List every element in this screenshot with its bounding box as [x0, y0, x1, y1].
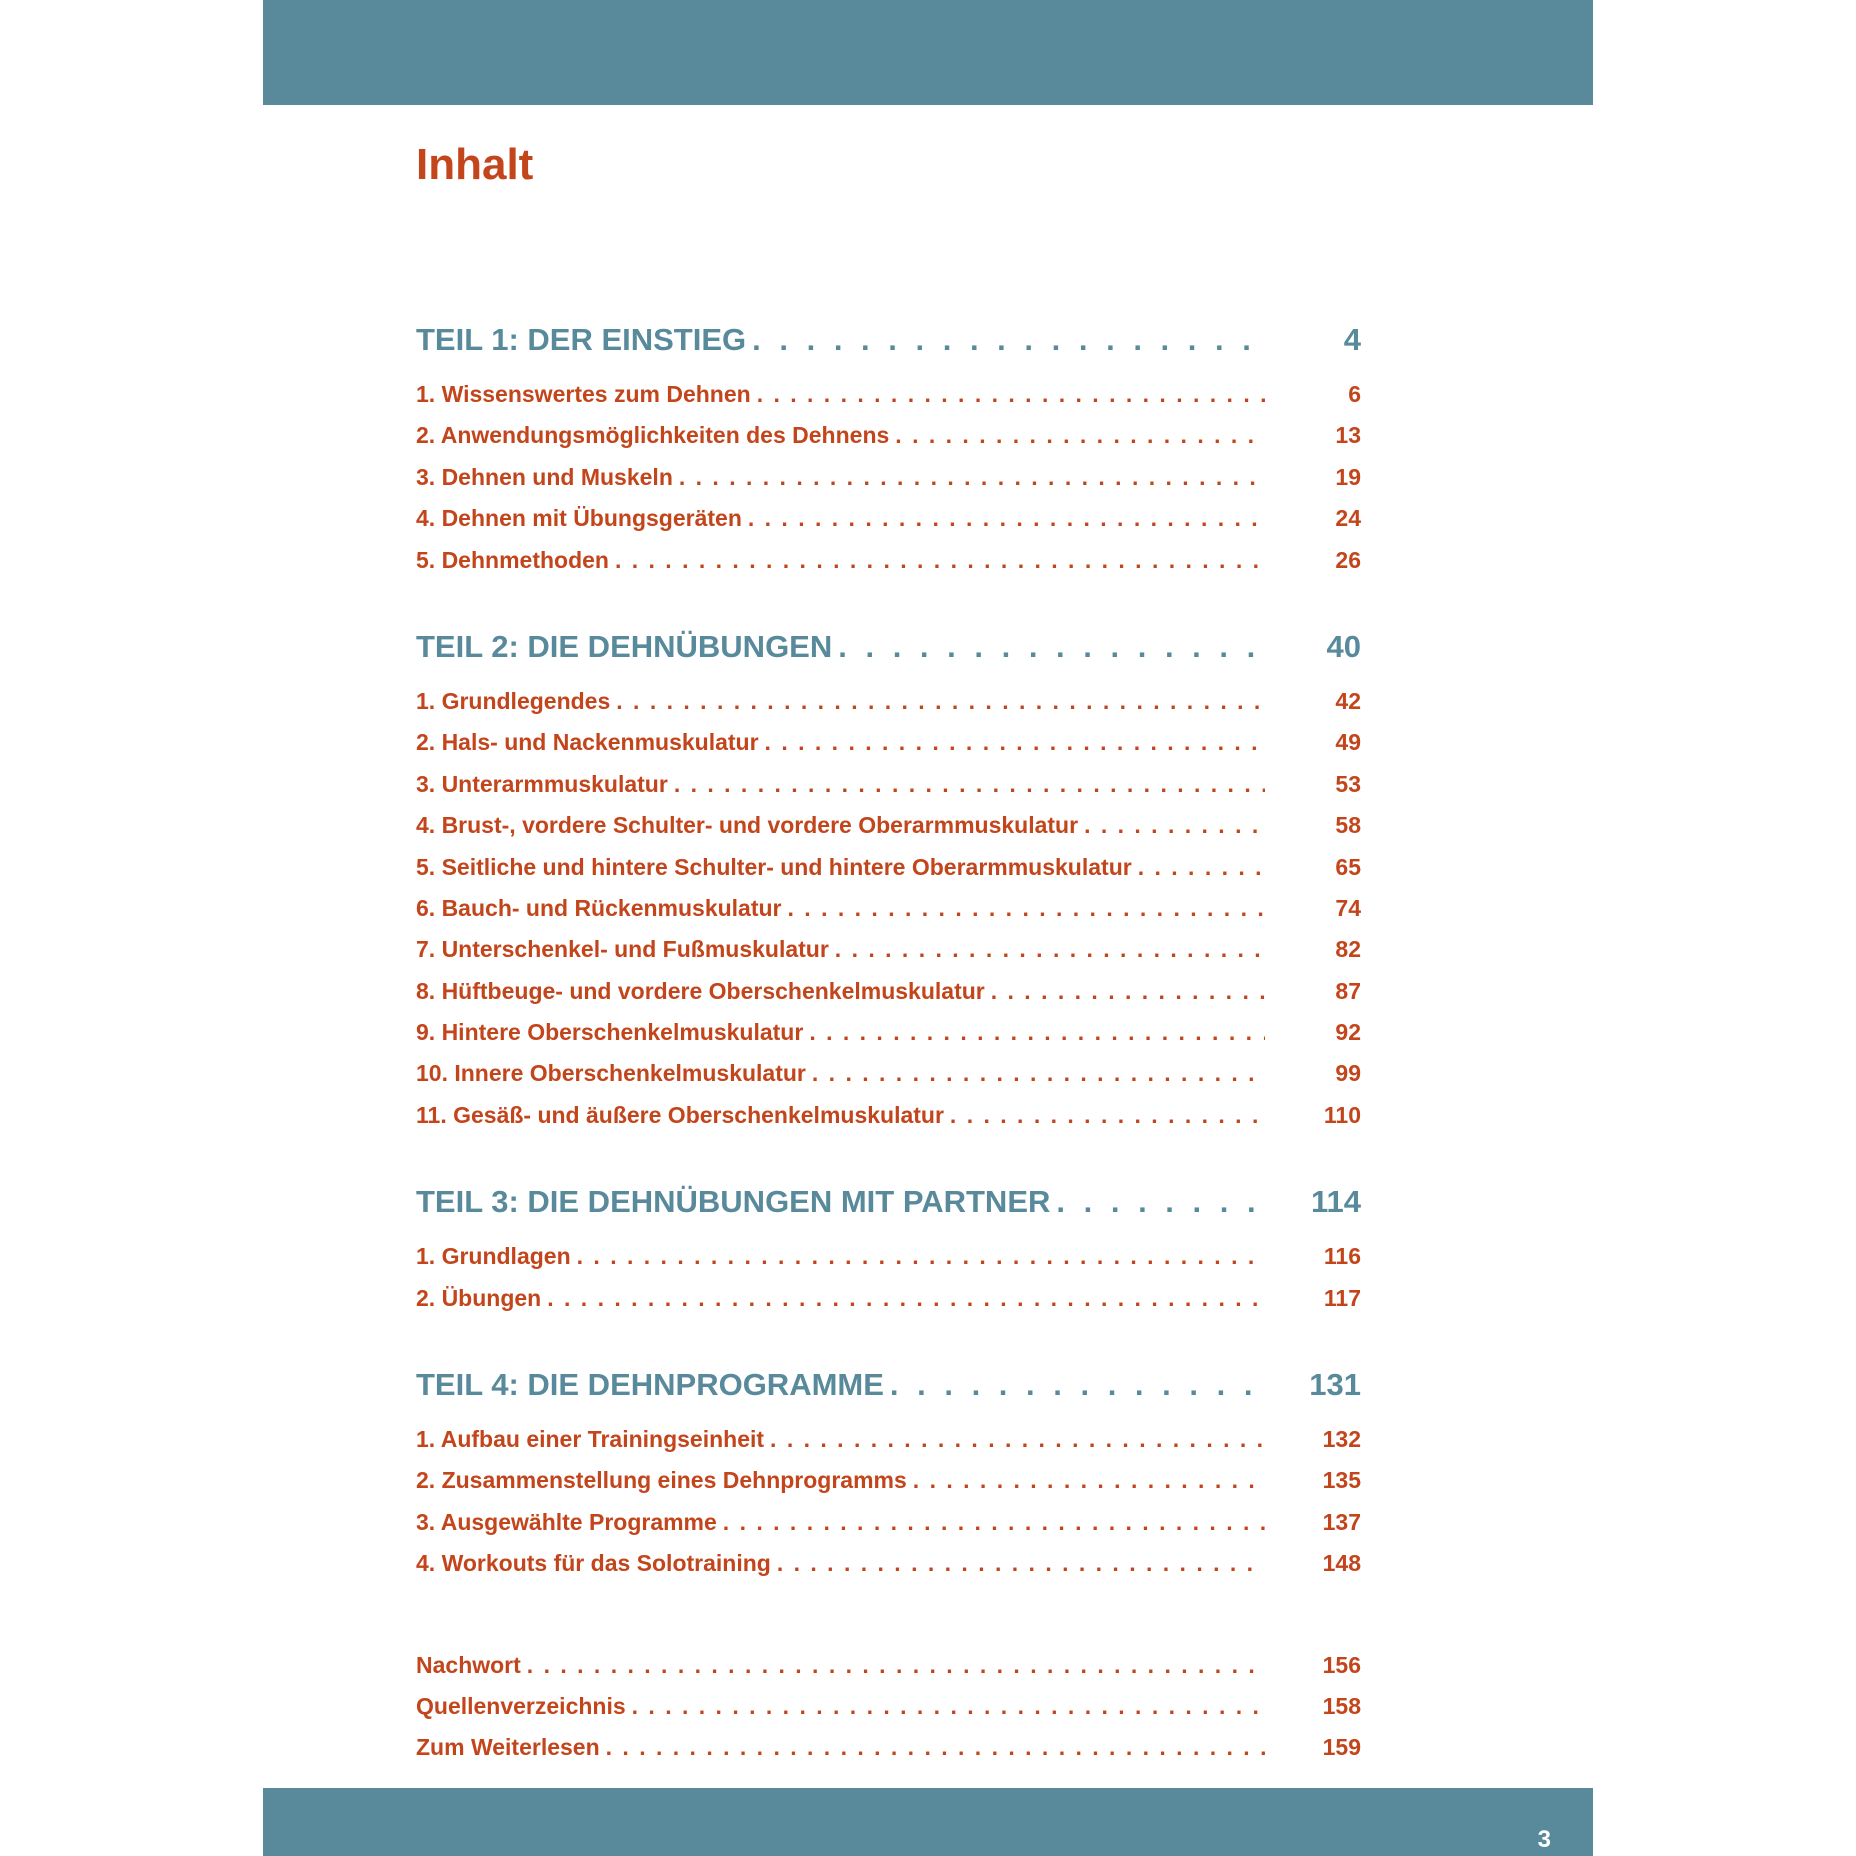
entry-label: 3. Unterarmmuskulatur — [416, 770, 668, 797]
entry-label: 11. Gesäß- und äußere Oberschenkelmuskulatur — [416, 1101, 944, 1128]
entry-page-number: 82 — [1335, 936, 1361, 963]
entry-label: 1. Wissenswertes zum Dehnen — [416, 381, 751, 407]
toc-appendix — [416, 1645, 1361, 1769]
dot-leader — [674, 764, 1265, 805]
part-label: TEIL 1: DER EINSTIEG — [416, 322, 747, 357]
entry-page-number: 158 — [1322, 1692, 1361, 1719]
toc-entry[interactable] — [416, 1012, 1361, 1053]
toc-entry[interactable] — [416, 1419, 1361, 1460]
toc-entry[interactable] — [416, 681, 1361, 722]
entry-label: 2. Hals- und Nackenmuskulatur — [416, 729, 759, 756]
entry-page-number: 53 — [1335, 770, 1361, 797]
toc-entry[interactable] — [416, 971, 1361, 1012]
entry-label: Nachwort — [416, 1651, 521, 1678]
part-label: TEIL 4: DIE DEHNPROGRAMME — [416, 1367, 884, 1403]
toc-entry[interactable] — [416, 805, 1361, 846]
dot-leader — [752, 310, 1261, 370]
toc-entry[interactable] — [416, 374, 1361, 415]
entry-page-number: 42 — [1335, 687, 1361, 714]
entry-page-number: 65 — [1335, 853, 1361, 880]
toc-entry[interactable] — [416, 457, 1361, 498]
toc-entry[interactable] — [416, 540, 1361, 581]
toc-entry[interactable] — [416, 1278, 1361, 1319]
dot-leader — [757, 374, 1265, 415]
dot-leader — [1084, 805, 1265, 846]
dot-leader — [770, 1419, 1265, 1460]
dot-leader — [991, 971, 1265, 1012]
entry-page-number: 116 — [1323, 1243, 1361, 1270]
dot-leader — [547, 1278, 1265, 1319]
entry-label: 1. Aufbau einer Trainingseinheit — [416, 1426, 765, 1453]
toc-entry[interactable] — [416, 498, 1361, 539]
top-color-band — [263, 0, 1593, 105]
toc-entry[interactable] — [416, 415, 1361, 456]
part-page-number: 40 — [1326, 628, 1361, 664]
entry-label: 3. Dehnen und Muskeln — [416, 463, 673, 490]
entry-page-number: 24 — [1335, 505, 1361, 532]
entry-label: Zum Weiterlesen — [416, 1734, 600, 1761]
entry-label: 3. Ausgewählte Programme — [416, 1508, 717, 1535]
toc-entry[interactable] — [416, 1727, 1361, 1768]
dot-leader — [748, 498, 1265, 539]
entry-label: 6. Bauch- und Rückenmuskulatur — [416, 894, 782, 921]
entry-page-number: 148 — [1322, 1550, 1361, 1577]
toc-entry[interactable] — [416, 1095, 1361, 1136]
part-label: TEIL 2: DIE DEHNÜBUNGEN — [416, 628, 833, 664]
entry-page-number: 99 — [1335, 1060, 1361, 1087]
toc-entry[interactable] — [416, 1686, 1361, 1727]
part-heading[interactable] — [416, 1172, 1361, 1232]
toc-entry[interactable] — [416, 1502, 1361, 1543]
dot-leader — [765, 722, 1265, 763]
toc-entry[interactable] — [416, 1236, 1361, 1277]
page-number: 3 — [1537, 1826, 1551, 1853]
toc-entry[interactable] — [416, 1053, 1361, 1094]
entry-page-number: 159 — [1322, 1734, 1361, 1761]
dot-leader — [679, 457, 1265, 498]
dot-leader — [777, 1543, 1265, 1584]
dot-leader — [1138, 847, 1265, 888]
entry-label: 10. Innere Oberschenkelmuskulatur — [416, 1060, 806, 1087]
entry-label: 2. Zusammenstellung eines Dehnprogramms — [416, 1467, 907, 1494]
entry-page-number: 110 — [1323, 1101, 1361, 1128]
part-heading[interactable] — [416, 310, 1361, 370]
entry-page-number: 49 — [1335, 729, 1361, 756]
table-of-contents — [416, 120, 1361, 1805]
toc-part-3 — [416, 1172, 1361, 1319]
entry-page-number: 156 — [1322, 1651, 1361, 1678]
dot-leader — [577, 1236, 1265, 1277]
bottom-color-band — [263, 1788, 1593, 1856]
entry-page-number: 13 — [1335, 422, 1361, 449]
dot-leader — [527, 1645, 1265, 1686]
dot-leader — [632, 1686, 1265, 1727]
entry-label: 7. Unterschenkel- und Fußmuskulatur — [416, 936, 829, 963]
part-heading[interactable] — [416, 1355, 1361, 1415]
toc-entry[interactable] — [416, 888, 1361, 929]
entry-page-number: 74 — [1335, 894, 1361, 921]
entry-label: 1. Grundlagen — [416, 1243, 571, 1270]
dot-leader — [950, 1095, 1265, 1136]
entry-label: 4. Workouts für das Solotraining — [416, 1550, 771, 1577]
dot-leader — [1056, 1172, 1261, 1232]
dot-leader — [788, 888, 1265, 929]
entry-label: 1. Grundlegendes — [416, 687, 611, 714]
toc-entry[interactable] — [416, 929, 1361, 970]
toc-entry[interactable] — [416, 764, 1361, 805]
dot-leader — [890, 1355, 1261, 1415]
entry-page-number: 137 — [1322, 1508, 1361, 1535]
dot-leader — [835, 929, 1265, 970]
entry-page-number: 117 — [1323, 1284, 1361, 1311]
entry-label: 5. Seitliche und hintere Schulter- und hintere Oberarmmuskulatur — [416, 853, 1132, 880]
part-heading[interactable] — [416, 617, 1361, 677]
dot-leader — [723, 1502, 1265, 1543]
toc-part-4 — [416, 1355, 1361, 1585]
entry-label: 8. Hüftbeuge- und vordere Oberschenkelmuskulatur — [416, 977, 985, 1004]
entry-page-number: 92 — [1335, 1019, 1361, 1046]
entry-page-number: 132 — [1322, 1426, 1361, 1453]
entry-label: 2. Anwendungsmöglichkeiten des Dehnens — [416, 422, 890, 449]
toc-entry[interactable] — [416, 1645, 1361, 1686]
entry-label: 4. Brust-, vordere Schulter- und vordere Oberarmmuskulatur — [416, 812, 1079, 839]
page-title: Inhalt — [416, 140, 534, 189]
part-page-number: 114 — [1310, 1184, 1361, 1220]
entry-page-number: 58 — [1335, 812, 1361, 839]
dot-leader — [809, 1012, 1265, 1053]
dot-leader — [913, 1460, 1265, 1501]
dot-leader — [606, 1727, 1265, 1768]
part-page-number: 4 — [1343, 322, 1361, 357]
toc-part-2 — [416, 617, 1361, 1136]
toc-entry[interactable] — [416, 722, 1361, 763]
dot-leader — [616, 681, 1265, 722]
entry-label: 2. Übungen — [416, 1284, 542, 1311]
dot-leader — [838, 617, 1261, 677]
entry-page-number: 26 — [1335, 546, 1361, 573]
entry-label: 4. Dehnen mit Übungsgeräten — [416, 505, 742, 532]
part-page-number: 131 — [1309, 1367, 1361, 1403]
dot-leader — [812, 1053, 1265, 1094]
toc-entry[interactable] — [416, 1460, 1361, 1501]
dot-leader — [895, 415, 1265, 456]
part-label: TEIL 3: DIE DEHNÜBUNGEN MIT PARTNER — [416, 1184, 1051, 1220]
toc-part-1 — [416, 310, 1361, 581]
entry-page-number: 6 — [1348, 381, 1361, 407]
entry-page-number: 135 — [1322, 1467, 1361, 1494]
entry-page-number: 19 — [1335, 463, 1361, 490]
dot-leader — [615, 540, 1265, 581]
entry-label: 9. Hintere Oberschenkelmuskulatur — [416, 1019, 804, 1046]
toc-entry[interactable] — [416, 1543, 1361, 1584]
entry-label: 5. Dehnmethoden — [416, 546, 609, 573]
toc-entry[interactable] — [416, 847, 1361, 888]
entry-label: Quellenverzeichnis — [416, 1692, 626, 1719]
entry-page-number: 87 — [1335, 977, 1361, 1004]
